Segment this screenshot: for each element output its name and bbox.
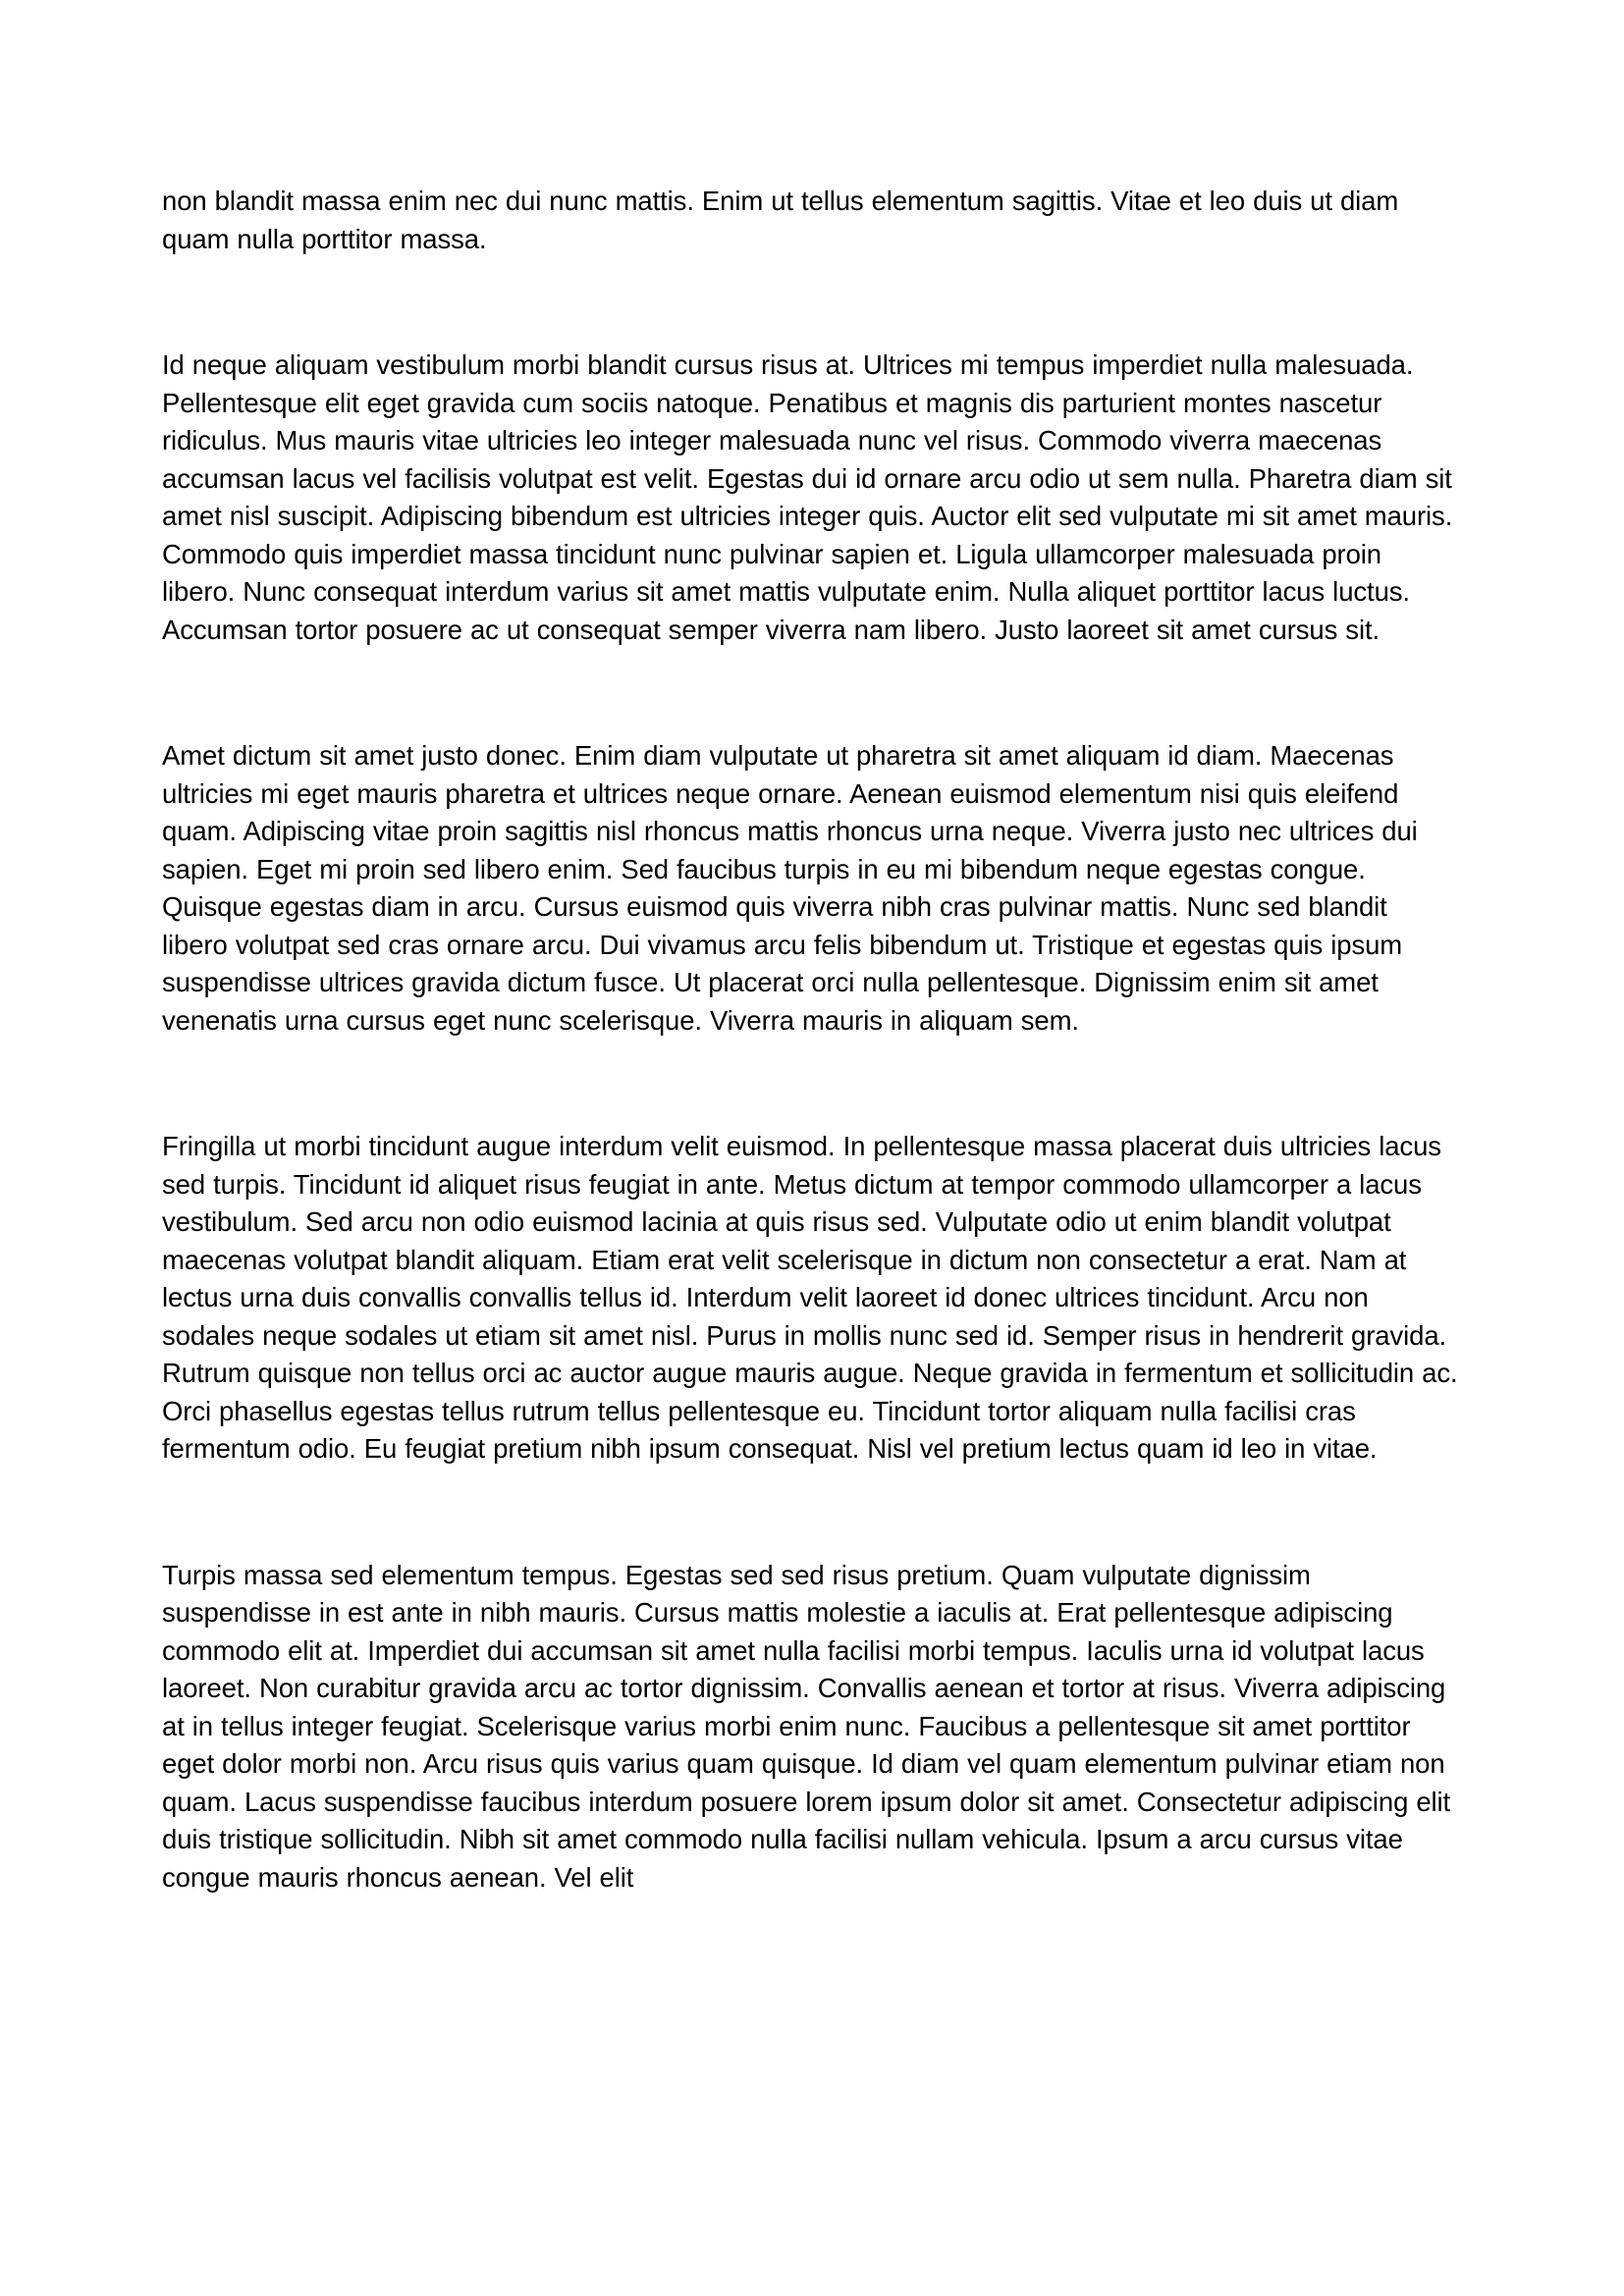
paragraph-2: Id neque aliquam vestibulum morbi blandit cursus risus at. Ultrices mi tempus imperdiet nulla malesuada. Pellentesque elit eget gravida cum sociis natoque. Penatibus et magnis dis parturient montes nascetur ridiculus. Mus mauris vitae ultricies leo integer malesuada nunc vel risus. Commodo viverra maecenas accumsan lacus vel facilisis volutpat est velit. Egestas dui id ornare arcu odio ut sem nulla. Pharetra diam sit amet nisl suscipit. Adipiscing bibendum est ultricies integer quis. Auctor elit sed vulputate mi sit amet mauris. Commodo quis imperdiet massa tincidunt nunc pulvinar sapien et. Ligula ullamcorper malesuada proin libero. Nunc consequat interdum varius sit amet mattis vulputate enim. Nulla aliquet porttitor lacus luctus. Accumsan tortor posuere ac ut consequat semper viverra nam libero. Justo laoreet sit amet cursus sit.: [162, 349, 1453, 645]
paragraph-3: Amet dictum sit amet justo donec. Enim diam vulputate ut pharetra sit amet aliquam id diam. Maecenas ultricies mi eget mauris pharetra et ultrices neque ornare. Aenean euismod elementum nisi quis eleifend quam. Adipiscing vitae proin sagittis nisl rhoncus mattis rhoncus urna neque. Viverra justo nec ultrices dui sapien. Eget mi proin sed libero enim. Sed faucibus turpis in eu mi bibendum neque egestas congue. Quisque egestas diam in arcu. Cursus euismod quis viverra nibh cras pulvinar mattis. Nunc sed blandit libero volutpat sed cras ornare arcu. Dui vivamus arcu felis bibendum ut. Tristique et egestas quis ipsum suspendisse ultrices gravida dictum fusce. Ut placerat orci nulla pellentesque. Dignissim enim sit amet venenatis urna cursus eget nunc scelerisque. Viverra mauris in aliquam sem.: [162, 740, 1418, 1036]
paragraph-4: Fringilla ut morbi tincidunt augue interdum velit euismod. In pellentesque massa placerat duis ultricies lacus sed turpis. Tincidunt id aliquet risus feugiat in ante. Metus dictum at tempor commodo ullamcorper a lacus vestibulum. Sed arcu non odio euismod lacinia at quis risus sed. Vulputate odio ut enim blandit volutpat maecenas volutpat blandit aliquam. Etiam erat velit scelerisque in dictum non consectetur a erat. Nam at lectus urna duis convallis convallis tellus id. Interdum velit laoreet id donec ultrices tincidunt. Arcu non sodales neque sodales ut etiam sit amet nisl. Purus in mollis nunc sed id. Semper risus in hendrerit gravida. Rutrum quisque non tellus orci ac auctor augue mauris augue. Neque gravida in fermentum et sollicitudin ac. Orci phasellus egestas tellus rutrum tellus pellentesque eu. Tincidunt tortor aliquam nulla facilisi cras fermentum odio. Eu feugiat pretium nibh ipsum consequat. Nisl vel pretium lectus quam id leo in vitae.: [162, 1131, 1458, 1464]
paragraph-5: Turpis massa sed elementum tempus. Egestas sed sed risus pretium. Quam vulputate dignissim suspendisse in est ante in nibh mauris. Cursus mattis molestie a iaculis at. Erat pellentesque adipiscing commodo elit at. Imperdiet dui accumsan sit amet nulla facilisi morbi tempus. Iaculis urna id volutpat lacus laoreet. Non curabitur gravida arcu ac tortor dignissim. Convallis aenean et tortor at risus. Viverra adipiscing at in tellus integer feugiat. Scelerisque varius morbi enim nunc. Faucibus a pellentesque sit amet porttitor eget dolor morbi non. Arcu risus quis varius quam quisque. Id diam vel quam elementum pulvinar etiam non quam. Lacus suspendisse faucibus interdum posuere lorem ipsum dolor sit amet. Consectetur adipiscing elit duis tristique sollicitudin. Nibh sit amet commodo nulla facilisi nullam vehicula. Ipsum a arcu cursus vitae congue mauris rhoncus aenean. Vel elit: [162, 1559, 1451, 1893]
paragraph-1: non blandit massa enim nec dui nunc mattis. Enim ut tellus elementum sagittis. Vitae et leo duis ut diam quam nulla porttitor massa.: [162, 186, 1399, 254]
